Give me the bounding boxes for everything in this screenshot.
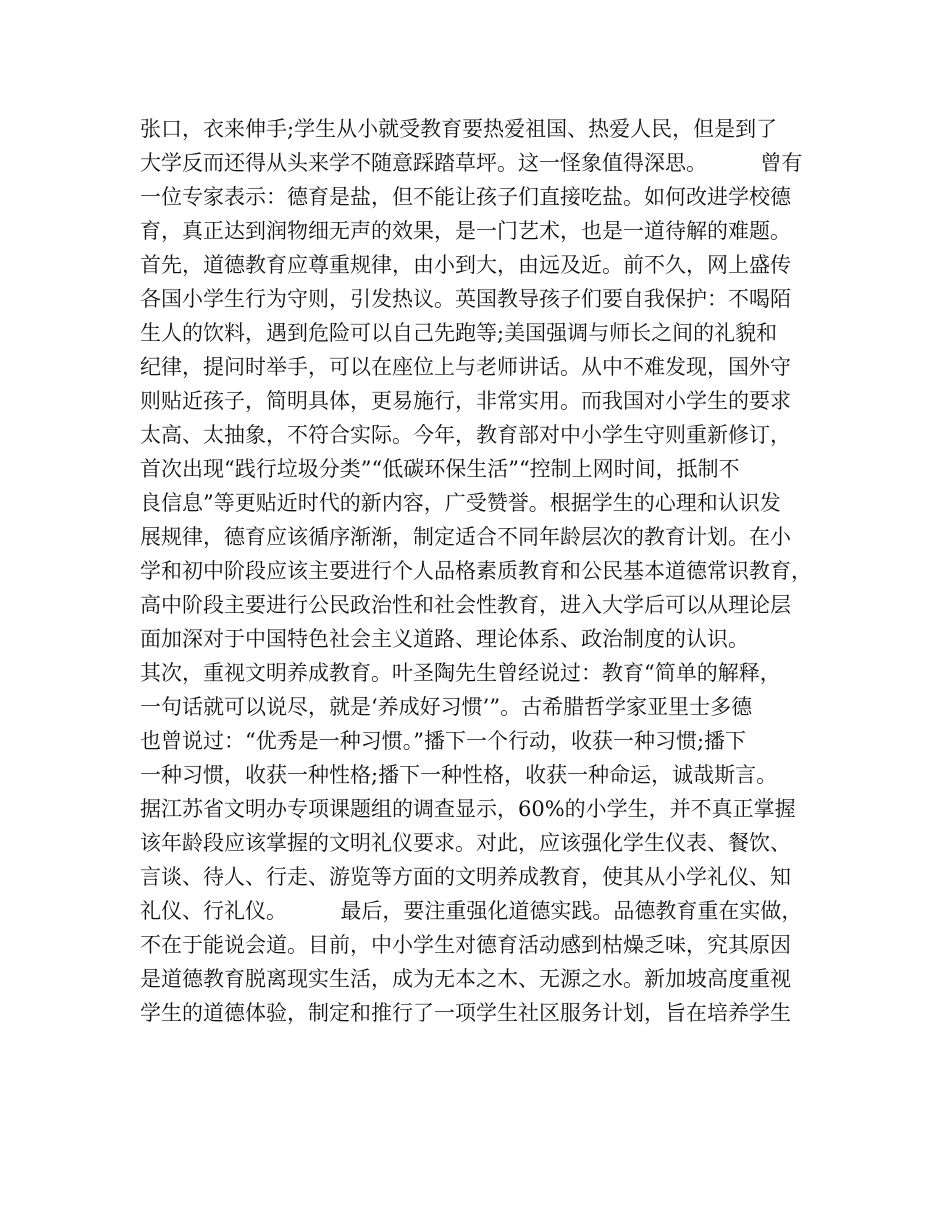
text-line: 言谈、待人、行走、游览等方面的文明养成教育，使其从小学礼仪、知	[140, 865, 791, 889]
text-line: 纪律，提问时举手，可以在座位上与老师讲话。从中不难发现，国外守	[140, 355, 791, 379]
text-line: 各国小学生行为守则，引发热议。英国教导孩子们要自我保护：不喝陌	[140, 287, 791, 311]
text-line: 也曾说过：“优秀是一种习惯。”播下一个行动，收获一种习惯;播下	[140, 729, 747, 753]
text-line: 一句话就可以说尽，就是‘养成好习惯’”。古希腊哲学家亚里士多德	[140, 695, 753, 719]
text-line: 一种习惯，收获一种性格;播下一种性格，收获一种命运，诚哉斯言。	[140, 763, 778, 787]
text-line: 展规律，德育应该循序渐渐，制定适合不同年龄层次的教育计划。在小	[140, 525, 791, 549]
body-text	[140, 112, 830, 1030]
text-line: 礼仪、行礼仪。 最后，要注重强化道德实践。品德教育重在实做，	[140, 899, 803, 923]
text-line: 首先，道德教育应尊重规律，由小到大，由远及近。前不久，网上盛传	[140, 253, 791, 277]
text-line: 张口，衣来伸手;学生从小就受教育要热爱祖国、热爱人民，但是到了	[140, 117, 778, 141]
text-line: 是道德教育脱离现实生活，成为无本之木、无源之水。新加坡高度重视	[140, 967, 791, 991]
text-line: 其次，重视文明养成教育。叶圣陶先生曾经说过：教育“简单的解释，	[140, 661, 781, 685]
text-line: 据江苏省文明办专项课题组的调查显示，60%的小学生，并不真正掌握	[140, 797, 796, 821]
text-line: 面加深对于中国特色社会主义道路、理论体系、政治制度的认识。	[140, 627, 749, 651]
text-line: 大学反而还得从头来学不随意踩踏草坪。这一怪象值得深思。 曾有	[140, 151, 803, 175]
text-line: 一位专家表示：德育是盐，但不能让孩子们直接吃盐。如何改进学校德	[140, 185, 791, 209]
text-line: 良信息”等更贴近时代的新内容，广受赞誉。根据学生的心理和认识发	[140, 491, 781, 515]
text-line: 不在于能说会道。目前，中小学生对德育活动感到枯燥乏味，究其原因	[140, 933, 791, 957]
text-line: 则贴近孩子，简明具体，更易施行，非常实用。而我国对小学生的要求	[140, 389, 791, 413]
text-line: 学和初中阶段应该主要进行个人品格素质教育和公民基本道德常识教育，	[140, 559, 812, 583]
text-line: 该年龄段应该掌握的文明礼仪要求。对此，应该强化学生仪表、餐饮、	[140, 831, 791, 855]
text-line: 育，真正达到润物细无声的效果，是一门艺术，也是一道待解的难题。	[140, 219, 791, 243]
text-line: 高中阶段主要进行公民政治性和社会性教育，进入大学后可以从理论层	[140, 593, 791, 617]
text-line: 太高、太抽象，不符合实际。今年，教育部对中小学生守则重新修订，	[140, 423, 791, 447]
text-line: 生人的饮料，遇到危险可以自己先跑等;美国强调与师长之间的礼貌和	[140, 321, 778, 345]
text-line: 首次出现“践行垃圾分类”“低碳环保生活”“控制上网时间，抵制不	[140, 457, 740, 481]
text-line: 学生的道德体验，制定和推行了一项学生社区服务计划，旨在培养学生	[140, 1001, 791, 1025]
